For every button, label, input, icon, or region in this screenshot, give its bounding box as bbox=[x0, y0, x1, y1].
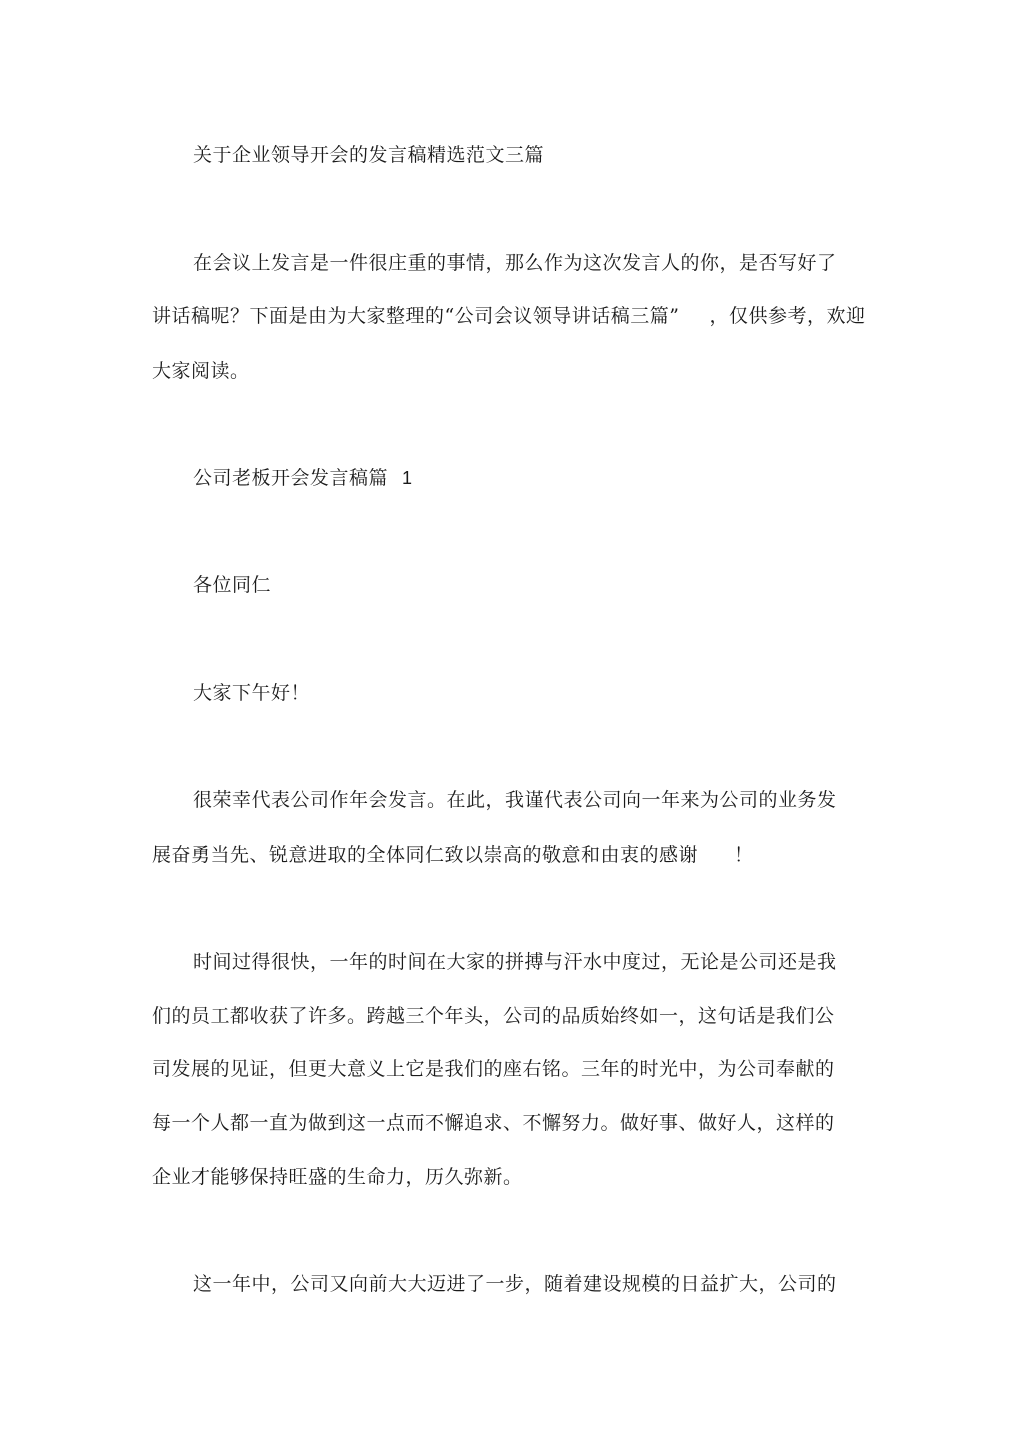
intro-line-2-main: 讲话稿呢？下面是由为大家整理的“公司会议领导讲话稿三篇” bbox=[152, 305, 680, 327]
para2-line-2: 们的员工都收获了许多。跨越三个年头，公司的品质始终如一，这句话是我们公 bbox=[152, 1005, 835, 1027]
section-heading bbox=[193, 465, 413, 491]
section-heading-number: 1 bbox=[402, 468, 413, 488]
para1-line-2-main: 展奋勇当先、锐意进取的全体同仁致以崇高的敬意和由衷的感谢 bbox=[152, 844, 699, 866]
para2-line-1: 时间过得很快，一年的时间在大家的拼搏与汗水中度过，无论是公司还是我 bbox=[193, 951, 837, 973]
para1-line-1: 很荣幸代表公司作年会发言。在此，我谨代表公司向一年来为公司的业务发 bbox=[193, 789, 837, 811]
greeting: 大家下午好！ bbox=[193, 682, 311, 704]
document-title: 关于企业领导开会的发言稿精选范文三篇 bbox=[193, 144, 545, 166]
section-heading-text: 公司老板开会发言稿篇 bbox=[193, 467, 389, 489]
para1-line-2 bbox=[152, 842, 754, 868]
intro-line-2-tail: ，仅供参考，欢迎 bbox=[709, 305, 866, 327]
para2-line-4: 每一个人都一直为做到这一点而不懈追求、不懈努力。做好事、做好人，这样的 bbox=[152, 1112, 835, 1134]
intro-line-1: 在会议上发言是一件很庄重的事情，那么作为这次发言人的你，是否写好了 bbox=[193, 252, 837, 274]
para1-line-2-tail: ！ bbox=[734, 844, 754, 866]
intro-line-2 bbox=[152, 303, 865, 329]
para2-line-5: 企业才能够保持旺盛的生命力，历久弥新。 bbox=[152, 1166, 523, 1188]
salutation: 各位同仁 bbox=[193, 574, 272, 596]
para3-line-1: 这一年中，公司又向前大大迈进了一步，随着建设规模的日益扩大，公司的 bbox=[193, 1273, 837, 1295]
para2-line-3: 司发展的见证，但更大意义上它是我们的座右铭。三年的时光中，为公司奉献的 bbox=[152, 1058, 835, 1080]
intro-line-3: 大家阅读。 bbox=[152, 360, 250, 382]
